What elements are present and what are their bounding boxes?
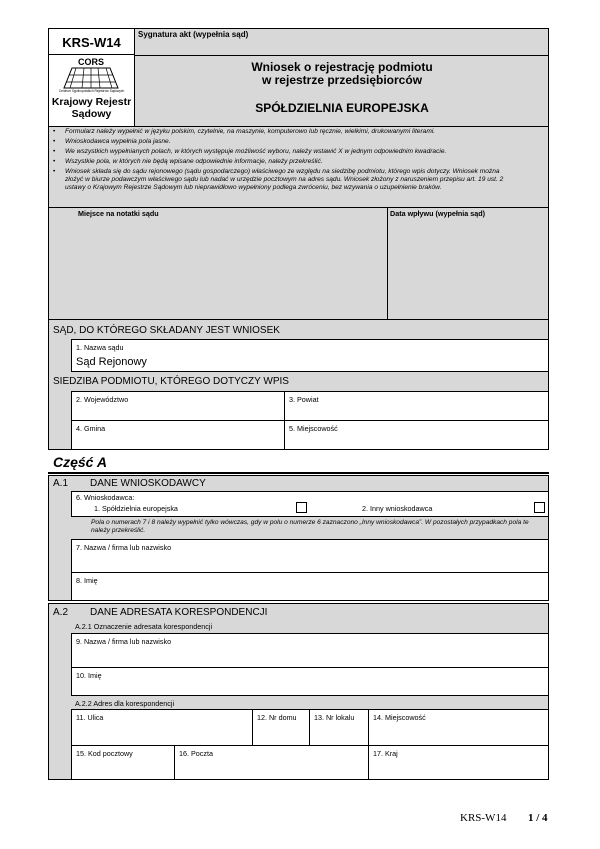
voivodeship-label: 2. Województwo: [76, 395, 129, 404]
post-office-label: 16. Poczta: [179, 749, 213, 758]
country-label: 17. Kraj: [373, 749, 398, 758]
instructions-list: [51, 128, 545, 192]
house-number-field[interactable]: [252, 709, 310, 746]
street-field[interactable]: [71, 709, 253, 746]
apartment-number-label: 13. Nr lokalu: [314, 713, 355, 722]
header-divider: [135, 55, 549, 56]
court-section-title: SĄD, DO KTÓREGO SKŁADANY JEST WNIOSEK: [53, 325, 280, 336]
applicant-first-name-field[interactable]: [71, 572, 549, 601]
commune-field[interactable]: [71, 420, 285, 450]
applicant-option-2-checkbox[interactable]: [534, 502, 545, 513]
a1-number: A.1: [53, 478, 69, 489]
date-received-label: Data wpływu (wypełnia sąd): [390, 209, 486, 218]
logo-small: Centrum Ogólnopolskich Rejestrów Sądowych: [58, 89, 125, 93]
notes-label: Miejsce na notatki sądu: [78, 209, 159, 218]
court-name-label: 1. Nazwa sądu: [76, 343, 124, 352]
instruction-item: • Formularz należy wypełnić w języku polskim, czytelnie, na maszynie, komputerowo lub ręcznie, wielkimi, drukowanymi literami.: [51, 128, 545, 136]
a21-label: A.2.1 Oznaczenie adresata korespondencji: [75, 622, 213, 631]
logo-text: CORS: [73, 57, 109, 67]
form-subtitle: SPÓŁDZIELNIA EUROPEJSKA: [255, 101, 429, 115]
county-field[interactable]: [284, 391, 549, 421]
applicant-option-1-checkbox[interactable]: [296, 502, 307, 513]
registry-name-line2: Sądowy: [71, 108, 112, 120]
recipient-name-label: 9. Nazwa / firma lub nazwisko: [76, 637, 172, 646]
post-office-field[interactable]: [174, 745, 369, 780]
seat-section-title: SIEDZIBA PODMIOTU, KTÓREGO DOTYCZY WPIS: [53, 376, 289, 387]
recipient-name-field[interactable]: [71, 633, 549, 668]
court-name-value: Sąd Rejonowy: [76, 356, 147, 368]
applicant-type-label: 6. Wnioskodawca:: [76, 493, 135, 502]
postal-code-field[interactable]: [71, 745, 175, 780]
house-number-label: 12. Nr domu: [257, 713, 297, 722]
notes-divider: [387, 207, 388, 320]
recipient-first-name-field[interactable]: [71, 667, 549, 696]
registry-name-line1: Krajowy Rejestr: [51, 96, 132, 108]
postal-code-label: 15. Kod pocztowy: [76, 749, 133, 758]
applicant-option-2-label: 2. Inny wnioskodawca: [362, 504, 433, 513]
footer-page-number: 1 / 4: [528, 812, 548, 824]
form-title-line2: w rejestrze przedsiębiorców: [261, 73, 423, 87]
part-a-title: Część A: [53, 454, 107, 470]
county-label: 3. Powiat: [289, 395, 319, 404]
locality-field[interactable]: [284, 420, 549, 450]
instruction-item: • Wnioskodawca wypełnia pola jasne.: [51, 138, 545, 146]
applicant-option-1-label: 1. Spółdzielnia europejska: [94, 504, 178, 513]
city-label: 14. Miejscowość: [373, 713, 426, 722]
voivodeship-field[interactable]: [71, 391, 285, 421]
city-field[interactable]: [368, 709, 549, 746]
applicant-type-field: [71, 491, 549, 517]
a2-number: A.2: [53, 607, 69, 618]
part-a-rule: [48, 472, 549, 474]
country-field[interactable]: [368, 745, 549, 780]
street-label: 11. Ulica: [76, 713, 104, 722]
locality-label: 5. Miejscowość: [289, 424, 338, 433]
court-name-field[interactable]: [71, 339, 549, 372]
court-notes-area: [48, 207, 549, 320]
form-code: KRS-W14: [62, 35, 121, 50]
a2-title: DANE ADRESATA KORESPONDENCJI: [90, 607, 268, 618]
recipient-first-name-label: 10. Imię: [76, 671, 102, 680]
instruction-item: • We wszystkich wypełnianych polach, w których występuje możliwość wyboru, należy wstawić X w jednym odpowiednim kwadracie.: [51, 148, 545, 156]
instruction-item: • Wszystkie pola, w których nie będą wpisane odpowiednie informacje, należy przekreślić.: [51, 158, 545, 166]
applicant-first-name-label: 8. Imię: [76, 576, 98, 585]
signature-label: Sygnatura akt (wypełnia sąd): [138, 30, 249, 39]
a1-title: DANE WNIOSKODAWCY: [90, 478, 206, 489]
applicant-name-label: 7. Nazwa / firma lub nazwisko: [76, 543, 172, 552]
apartment-number-field[interactable]: [309, 709, 369, 746]
instruction-item: • Wniosek składa się do sądu rejonowego (sądu gospodarczego) właściwego ze względu na siedzibę podmiotu, którego wpis dotyczy. Wniosek można złożyć w biurze podawczym właściwego sądu lub nadać w urzędzie pocztowym na adres sądu. Wniosek złożony z naruszeniem przepisu art. 19 ust. 2 ustawy o Krajowym Rejestrze Sądowym lub nieprawidłowo wypełniony podlega zwróceniu, bez wzywania o uzupełnienie braków.: [51, 168, 545, 192]
applicant-name-field[interactable]: [71, 539, 549, 573]
form-title-line1: Wniosek o rejestrację podmiotu: [251, 60, 433, 74]
commune-label: 4. Gmina: [76, 424, 106, 433]
footer-form-code: KRS-W14: [460, 812, 507, 824]
a22-label: A.2.2 Adres dla korespondencji: [75, 699, 175, 708]
a1-note: Pola o numerach 7 i 8 należy wypełnić tylko wówczas, gdy w polu o numerze 6 zaznaczono „Inny wnioskodawca”. W pozostałych przypadkach pola te należy przekreślić.: [91, 519, 529, 534]
